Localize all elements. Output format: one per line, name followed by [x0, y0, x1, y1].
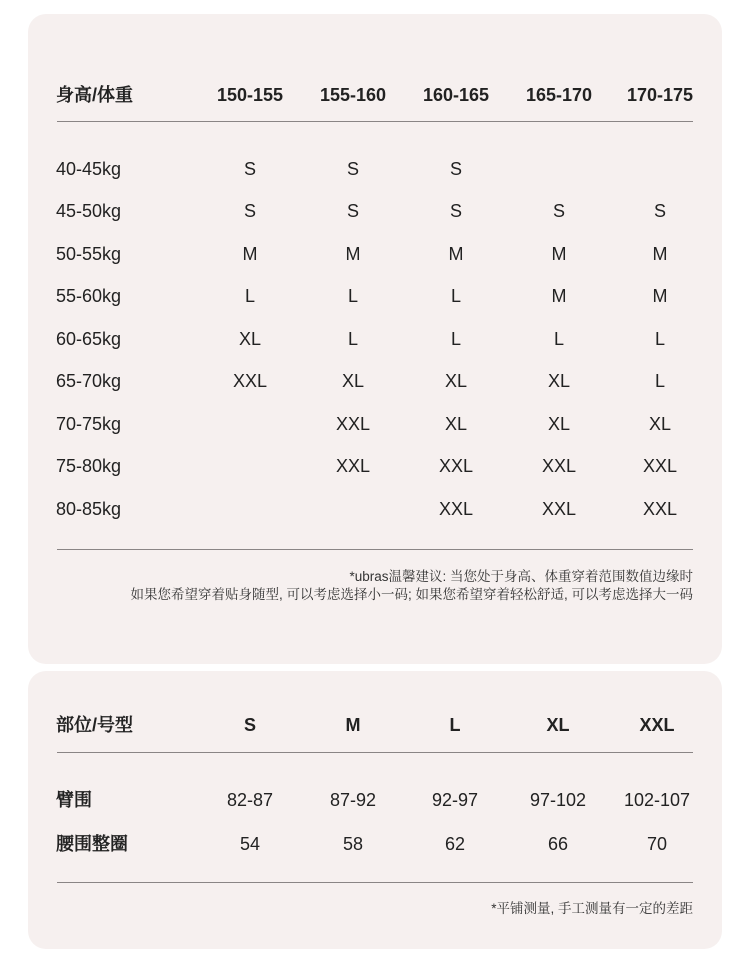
weight-label: 45-50kg	[56, 201, 122, 221]
size-advice-note-line1: *ubras温馨建议: 当您处于身高、体重穿着范围数值边缘时	[349, 569, 693, 584]
size-cell: S	[552, 201, 565, 221]
size-cell: XL	[547, 371, 571, 391]
size-cell: XL	[444, 414, 468, 434]
size-chart-header-label: 身高/体重	[56, 85, 134, 105]
size-cell: M	[551, 244, 567, 264]
size-column-header: XL	[546, 715, 570, 735]
size-cell: XL	[444, 371, 468, 391]
weight-label: 50-55kg	[56, 244, 122, 264]
size-cell: XXL	[335, 414, 371, 434]
measure-cell: 82-87	[226, 790, 274, 810]
size-cell	[507, 155, 611, 183]
table-row	[28, 452, 722, 480]
size-cell: M	[345, 244, 361, 264]
size-cell: S	[243, 201, 256, 221]
size-chart-header-row	[28, 81, 722, 109]
size-cell	[301, 495, 405, 523]
measure-cell: 87-92	[329, 790, 377, 810]
table-row	[28, 410, 722, 438]
measure-cell: 102-107	[623, 790, 691, 810]
size-cell: XXL	[438, 499, 474, 519]
divider	[57, 549, 693, 550]
measure-cell: 58	[342, 834, 364, 854]
size-cell: L	[347, 329, 358, 349]
divider	[57, 882, 693, 883]
measure-cell: 62	[444, 834, 466, 854]
weight-label: 75-80kg	[56, 456, 122, 476]
table-row	[28, 325, 722, 353]
size-cell: M	[652, 286, 668, 306]
size-cell: L	[450, 329, 461, 349]
height-column-header: 155-160	[319, 85, 387, 105]
size-column-header: L	[449, 715, 461, 735]
size-column-header: S	[243, 715, 256, 735]
size-cell: XL	[238, 329, 262, 349]
weight-label: 65-70kg	[56, 371, 122, 391]
measurement-chart-card	[28, 671, 722, 949]
weight-label: 40-45kg	[56, 159, 122, 179]
size-cell: XXL	[232, 371, 268, 391]
table-row	[28, 830, 722, 858]
size-cell: M	[652, 244, 668, 264]
size-cell: L	[654, 371, 665, 391]
measurement-header-row	[28, 711, 722, 739]
part-label: 臂围	[56, 790, 92, 810]
measurement-note: *平铺测量, 手工测量有一定的差距	[491, 901, 693, 916]
weight-label: 80-85kg	[56, 499, 122, 519]
measure-cell: 70	[646, 834, 668, 854]
size-cell: S	[243, 159, 256, 179]
measure-cell: 97-102	[529, 790, 587, 810]
size-advice-note-line2: 如果您希望穿着贴身随型, 可以考虑选择小一码; 如果您希望穿着轻松舒适, 可以考虑选择大一码	[130, 587, 693, 602]
size-column-header: M	[345, 715, 361, 735]
table-row	[28, 197, 722, 225]
measure-cell: 66	[547, 834, 569, 854]
size-cell: S	[346, 201, 359, 221]
size-cell: S	[449, 201, 462, 221]
size-cell	[198, 452, 302, 480]
height-column-header: 170-175	[626, 85, 694, 105]
measurement-header-label: 部位/号型	[56, 715, 134, 735]
size-cell: S	[346, 159, 359, 179]
size-cell: XL	[547, 414, 571, 434]
size-column-header: XXL	[639, 715, 675, 735]
height-column-header: 165-170	[525, 85, 593, 105]
height-column-header: 160-165	[422, 85, 490, 105]
table-row	[28, 786, 722, 814]
weight-label: 70-75kg	[56, 414, 122, 434]
table-row	[28, 367, 722, 395]
size-chart-card	[28, 14, 722, 664]
size-cell	[198, 495, 302, 523]
height-column-header: 150-155	[216, 85, 284, 105]
divider	[57, 752, 693, 753]
size-cell: S	[449, 159, 462, 179]
table-row	[28, 240, 722, 268]
size-cell: L	[553, 329, 564, 349]
size-cell: XL	[341, 371, 365, 391]
size-cell: XXL	[541, 456, 577, 476]
size-cell: XXL	[642, 499, 678, 519]
size-cell	[608, 155, 712, 183]
table-row	[28, 282, 722, 310]
size-cell: L	[654, 329, 665, 349]
size-cell: XXL	[438, 456, 474, 476]
size-cell: M	[242, 244, 258, 264]
weight-label: 60-65kg	[56, 329, 122, 349]
table-row	[28, 155, 722, 183]
size-cell: L	[244, 286, 255, 306]
part-label: 腰围整圈	[56, 834, 128, 854]
weight-label: 55-60kg	[56, 286, 122, 306]
size-cell: XL	[648, 414, 672, 434]
size-cell: M	[448, 244, 464, 264]
size-cell: XXL	[335, 456, 371, 476]
table-row	[28, 495, 722, 523]
divider	[57, 121, 693, 122]
size-cell: XXL	[541, 499, 577, 519]
size-cell: M	[551, 286, 567, 306]
size-cell: XXL	[642, 456, 678, 476]
measure-cell: 54	[239, 834, 261, 854]
measure-cell: 92-97	[431, 790, 479, 810]
size-cell: L	[450, 286, 461, 306]
size-cell: S	[653, 201, 666, 221]
size-cell	[198, 410, 302, 438]
size-cell: L	[347, 286, 358, 306]
